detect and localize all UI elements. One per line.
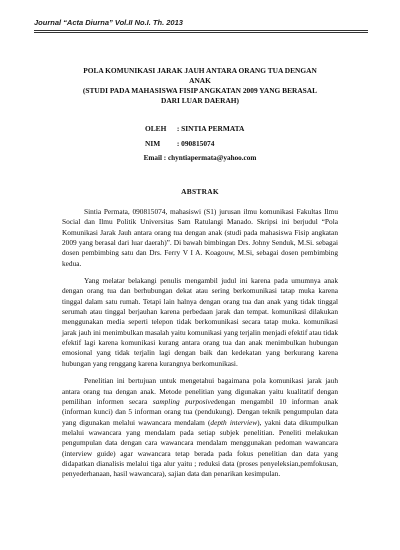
italic-term: sampling purposive xyxy=(152,396,215,406)
paragraph-text: Penelitian ini bertujuan untuk mengetahui bagaimana pola komunikasi jarak jauh antara orang tua dengan anak. Metode penelitian yang digunakan yaitu kualitatif dengan pemilihan informen secara xyxy=(62,376,338,406)
title-line: (STUDI PADA MAHASISWA FISIP ANGKATAN 2009 YANG BERASAL xyxy=(82,86,318,95)
header-rule xyxy=(34,30,368,31)
nim-label: NIM xyxy=(145,139,161,148)
abstract-paragraph-3 xyxy=(62,376,338,479)
title-line: POLA KOMUNIKASI JARAK JAUH ANTARA ORANG TUA DENGAN xyxy=(83,66,317,75)
author-email: Email : chyntiapermata@yahoo.com xyxy=(143,154,257,162)
section-heading: ABSTRAK xyxy=(181,187,219,196)
author-line xyxy=(145,124,244,133)
italic-term: depth interview xyxy=(210,417,258,427)
paragraph-text: Yang melatar belakangi penulis mengambil judul ini karena pada umumnya anak dengan orang tua dan berhubungan dekat atau sering berkomunikasi tatap muka karena tinggal dalam satu rumah. Tetapi lain halnya dengan orang tua dan anak yang tidak tinggal serumah atau tinggal berjauhan karena perbedaan jarak dan tempat. komunikasi dilakukan menggunakan media seperti telepon tidak berkomunikasi secara tatap muka. komunikasi jarak jauh ini menimbulkan masalah yaitu komunikasi yang terjalin menjadi efektif atau tidak efektif lagi karena komunikasi kurang antara orang tua dan anak menimbulkan hubungan emosional yang tidak terjalin lagi dengan baik dan kedekatan yang berkurang karena hubungan yang renggang karena kurangnya berkomunikasi. xyxy=(62,276,338,368)
paragraph-text: dengan mengambil 10 informan anak (informan kunci) dan 5 informan orang tua (pendukung). Dengan teknik pengumpulan data yang digunakan melalui wawancara mendalam ( xyxy=(62,396,338,427)
title-line: ANAK xyxy=(189,76,211,85)
header-rule-thin xyxy=(34,32,368,33)
author-label: OLEH xyxy=(145,124,167,133)
paper-title xyxy=(70,66,330,106)
abstract-paragraph-1 xyxy=(62,207,338,269)
paragraph-text: ), yakni data dikumpulkan melalui wawancara yang mendalam pada setiap subjek penelitian. Peneliti melakukan pengumpulan data dengan cara wawancara mendalam menggunakan pedoman wawancara (interview guide) agar wawancara tetap berada pada fokus penelitian dan data yang didapatkan dianalisis melalui tiga alur yaitu ; reduksi data (proses penyeleksian,pemfokusan, penyederhanaan, hasil wawancara), sajian data dan penarikan kesimpulan. xyxy=(62,417,338,479)
paragraph-text: Sintia Permata, 090815074, mahasiswi (S1) jurusan ilmu komunikasi Fakultas Ilmu Social dan Ilmu Politik Universitas Sam Ratulangi Manado. Skripsi ini berjudul “Pola Komunikasi Jarak Jauh antara orang tua dengan anak (studi pada mahasiswa Fisip angkatan 2009 yang berasal dari luar daerah)”. Di bawah bimbingan Drs. Johny Senduk, M.Si. sebagai dosen pembimbing satu dan Drs. Ferry V I A. Koagouw, M.Si, sebagai dosen pembimbing kedua. xyxy=(62,207,338,268)
title-line: DARI LUAR DAERAH) xyxy=(160,96,239,105)
author-value: : SINTIA PERMATA xyxy=(176,124,245,133)
nim-line xyxy=(145,139,214,148)
abstract-body xyxy=(62,207,338,480)
abstract-paragraph-2 xyxy=(62,276,338,369)
nim-value: : 090815074 xyxy=(176,139,215,148)
journal-header: Journal “Acta Diurna” Vol.II No.I. Th. 2013 xyxy=(34,18,183,27)
